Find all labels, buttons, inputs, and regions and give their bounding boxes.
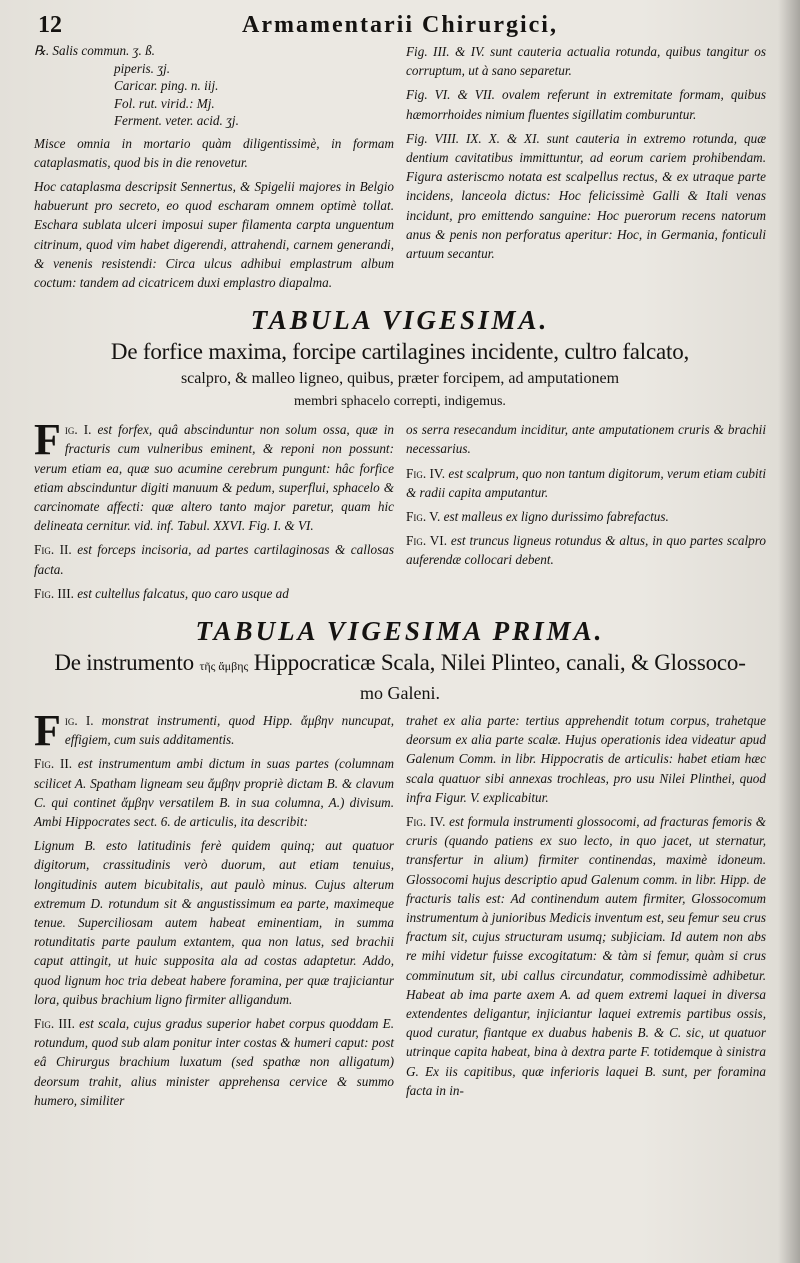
figure-text: est forfex, quâ abscinduntur non solum ossa, quæ in fracturis cum vulneribus eminent, & reponi non possunt: verum etiam ea, quæ suo acumine cerebrum pungunt: hâc forfice etiam abscinduntur digiti manuum & pedum, superflui, sphacelo & carcinomate affecti: quæ altero tanto major paretur, quam hic delineata cernitur. vid. inf. Tabul. XXVI. Fig. I. & VI. — [34, 422, 395, 534]
figure-text: est cultellus falcatus, quo caro usque ad — [77, 585, 289, 601]
figure-entry — [406, 464, 766, 502]
figure-entry — [34, 1014, 394, 1110]
paragraph: Fig. VI. & VII. ovalem referunt in extremitate formam, quibus hæmorrhoides nimium fluentes sigillatim comburuntur. — [406, 87, 766, 122]
figure-label: Fig. II. — [34, 542, 72, 558]
section-subtitle: De forfice maxima, forcipe cartilagines incidente, cultro falcato, — [110, 339, 690, 365]
section-subtitle-line: membri sphacelo correpti, indigemus. — [294, 394, 506, 410]
section-subtitle-line: mo Galeni. — [360, 682, 440, 703]
figure-text: Lignum B. esto latitudinis ferè quidem quinq; aut quatuor digitorum, crassitudinis verò duorum, aut etiam tenuius, longitudinis autem bicubitalis, aut paulò minus. Cujus alterum extremum D. rotundum sit & angustissimum ea parte, maximeque tenue. Superciliosam autem habeat eminentiam, in summa rotunditatis parte paulum extantem, qua non latus, sed brachii caput attingit, ut huic supposita ala ad costas adaptetur. Addo, quod lignum hoc tria debeat habere foramina, per quæ trajiciantur lora, quibus brachium ligno firmiter alligandum. — [34, 838, 394, 1007]
running-title: Armamentarii Chirurgici, — [242, 12, 558, 38]
figure-entry — [34, 415, 395, 535]
page-edge-shadow — [778, 0, 800, 1263]
figure-entry — [406, 420, 766, 458]
section2-right-column — [406, 711, 766, 1115]
drop-cap: F — [34, 705, 61, 755]
figure-entry — [34, 705, 394, 755]
top-left-column — [34, 42, 394, 297]
figure-label: Fig. II. — [34, 756, 73, 772]
recipe-line: ℞. Salis commun. ʒ. ß. — [34, 43, 155, 58]
figure-text: est scala, cujus gradus superior habet corpus quoddam E. rotundum, quod sub alam ponitur inter costas & humeri caput: post eâ Chirurgus brachium luxatum (sed spathæ non alligatum) deorsum trahit, alius minister apprehensa cervice & summo humero, similiter — [34, 1016, 394, 1108]
figure-entry — [406, 507, 766, 526]
figure-text: est instrumentum ambi dictum in suas partes (columnam scilicet A. Spatham ligneam seu ἄμβην propriè dictam B. & clavum C. qui continet ἄμβην versatilem B. in sua columna, A.) divisum. Ambi Hippocrates sect. 6. de articulis, ita describit: — [34, 756, 394, 829]
subtitle-greek: τῆς ἄμβης — [199, 658, 249, 673]
figure-label: Fig. IV. — [406, 813, 446, 829]
quotation — [34, 836, 394, 1009]
figure-entry — [406, 531, 766, 569]
paragraph: Fig. VIII. IX. X. & XI. sunt cauteria in extremo rotunda, quæ dentium cavitatibus immittuntur, ad eorum cariem prohibendam. Figura asteriscmo notata est scalpellus rectus, & ex utraque parte incidens, lanceola dictus: Hoc felicissimè Galli & Itali venas incidunt, pro emittendo sanguine: Hoc puerorum recens natorum anus & penis non perforatus aperitur: Hoc, in Germania, fonticuli artuum secantur. — [406, 130, 766, 262]
paragraph: Hoc cataplasma descripsit Sennertus, & Spigelii majores in Belgio habuerunt pro secreto, eo quod escharam omnem optimè tollat. Eschara sublata ulceri imposui super filamenta carpta unguentum citrinum, quod vim habet digerendi, attrahendi, carnem generandi, & venenis resistendi: Circa ulcus adhibui emplastrum album coctum: tandem ad cicatricem duxi emplastro diapalma. — [34, 178, 394, 290]
figure-label: Fig. VI. — [406, 533, 448, 549]
section2-columns — [34, 705, 767, 1115]
recipe-line: piperis. ʒj. — [114, 60, 171, 76]
figure-label: ig. I. — [64, 422, 92, 438]
section1-left-column — [34, 415, 395, 608]
running-head — [34, 12, 766, 42]
figure-text: trahet ex alia parte: tertius apprehendit totum corpus, trahetque deorsum ex alia parte scalæ. Hujus operationis idea videatur apud Galenum Comm. in libr. Hippocratis de articulis: habet etiam hæc scala quatuor sibi annexas trochleas, pro usu Nilei Plinthei, quod infra Figur. V. explicabitur. — [406, 712, 766, 805]
section2-left-column — [34, 705, 394, 1115]
subtitle-part: De instrumento — [54, 649, 200, 675]
page-number: 12 — [38, 12, 62, 38]
figure-text: monstrat instrumenti, quod Hipp. ἄμβην nuncupat, effigiem, cum suis additamentis. — [64, 712, 394, 748]
figure-label: Fig. IV. — [406, 465, 445, 481]
figure-text: est scalprum, quo non tantum digitorum, verum etiam cubiti & radii capita amputantur. — [406, 465, 767, 500]
top-right-column — [406, 42, 766, 297]
recipe-line: Caricar. ping. n. iij. — [114, 78, 219, 93]
figure-label: ig. I. — [64, 712, 94, 728]
figure-text: os serra resecandum inciditur, ante amputationem cruris & brachii necessarius. — [406, 422, 766, 457]
figure-entry — [406, 812, 766, 1100]
section-subtitle — [34, 649, 766, 680]
drop-cap: F — [34, 415, 61, 465]
figure-entry — [34, 540, 394, 578]
section1-right-column — [406, 420, 766, 608]
figure-label: Fig. III. — [34, 1016, 75, 1031]
figure-entry — [34, 584, 394, 603]
figure-text: est forceps incisoria, ad partes cartilaginosas & callosas facta. — [34, 542, 394, 577]
figure-entry — [406, 711, 766, 807]
figure-text: est malleus ex ligno durissimo fabrefactus. — [443, 508, 669, 524]
section-subtitle-line: scalpro, & malleo ligneo, quibus, præter forcipem, ad amputationem — [180, 370, 620, 388]
subtitle-part: Hippocraticæ Scala, Nilei Plinteo, canali, & Glossoco- — [248, 649, 746, 675]
section-heading: TABULA VIGESIMA PRIMA. — [195, 615, 605, 646]
top-columns — [34, 42, 766, 297]
recipe-line: Ferment. veter. acid. ʒj. — [114, 113, 239, 128]
figure-label: Fig. III. — [34, 585, 74, 601]
paragraph: Fig. III. & IV. sunt cauteria actualia rotunda, quibus tangitur os corruptum, ut à sano separetur. — [406, 44, 766, 79]
section1-columns — [34, 415, 767, 608]
figure-text: est formula instrumenti glossocomi, ad fracturas femoris & cruris (quando patiens ex suo lecto, in quo jacet, ut sternatur, transfertur in alium) firmiter continendas, maximè idoneum. Glossocomi hujus descriptio apud Galenum comm. in libr. Hipp. de fracturis talis est: Ad continendum autem firmiter, Glossocomum instrumentum à junioribus Medicis inventum est, seu femur seu crus fractum sit, cujus structuram usumq; subjiciam. Id autem non abs re mihi videtur fuisse excogitatum: & tàm si femur, quàm si crus comminutum sit, ubi callus circundatur, commodissimè adhibetur. Habeat ab ima parte axem A. ad quem extremi laquei in diversa extendentes deligantur, injiciantur laquei extremis partibus ossis, quod curatur, fiantque ex duabus habenis B. & C. sic, ut quatuor utrinque capita habeat, bina à dextra parte F. totidemque à sinistra G. Ex iis capitibus, quæ inferioris laquei B. sunt, per foramina facta in in- — [406, 813, 767, 1098]
figure-entry — [34, 754, 394, 831]
figure-label: Fig. V. — [406, 508, 441, 524]
section-heading: TABULA VIGESIMA. — [250, 305, 550, 336]
paragraph: Misce omnia in mortario quàm diligentissimè, in formam cataplasmatis, quod bis in die renovetur. — [34, 135, 394, 170]
figure-text: est truncus ligneus rotundus & altus, in quo partes scalpro auferendæ collocari debent. — [406, 533, 767, 568]
recipe-line: Fol. rut. virid.: Mj. — [114, 95, 215, 111]
